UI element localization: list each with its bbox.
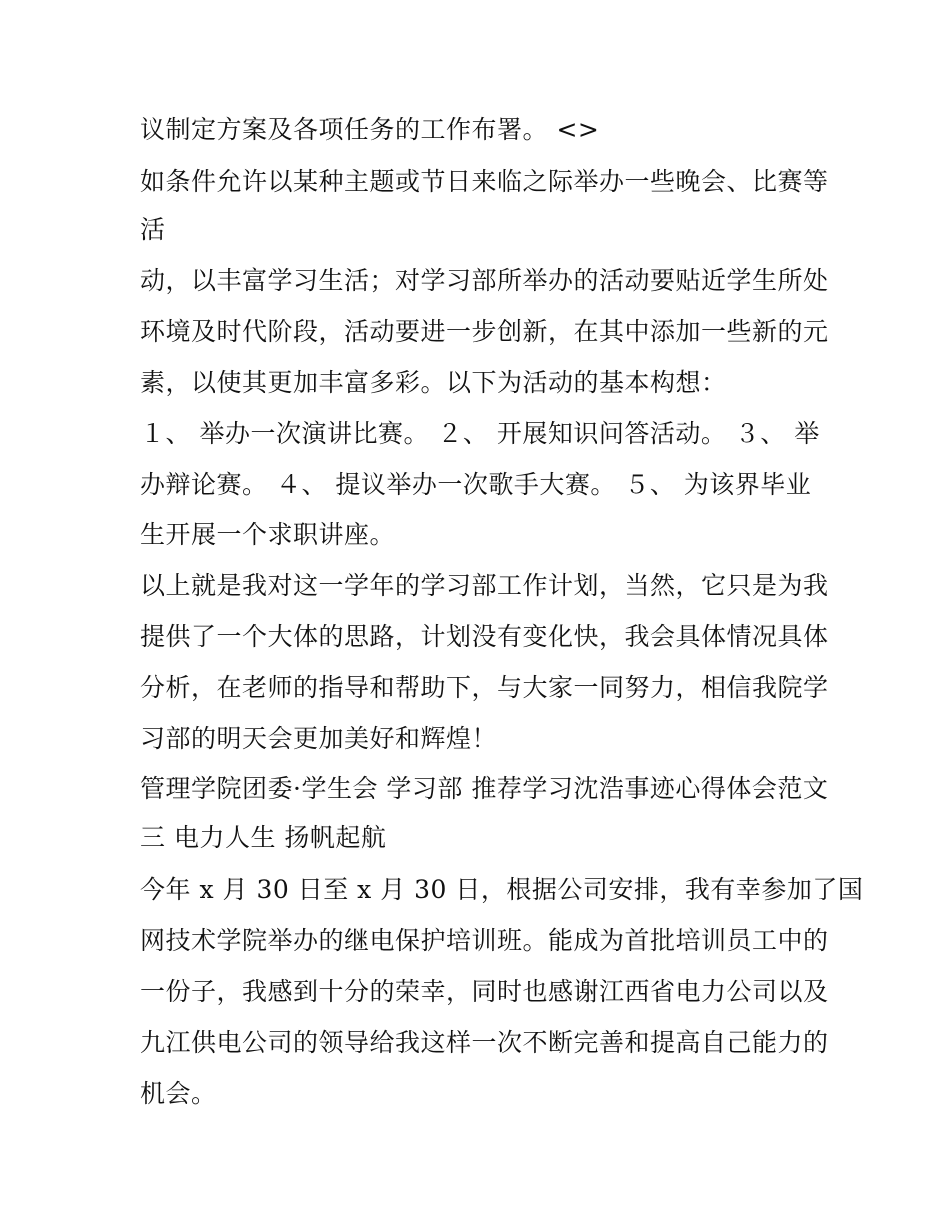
- text-line-6: 素，以使其更加丰富多彩。以下为活动的基本构想：: [140, 368, 727, 397]
- text-line-17: 网技术学院举办的继电保护培训班。能成为首批培训员工中的: [140, 926, 829, 955]
- text-line-7: １、 举办一次演讲比赛。 ２、 开展知识问答活动。 ３、 举: [140, 419, 820, 448]
- text-line-9: 生开展一个求职讲座。: [140, 520, 396, 549]
- text-line-8: 办辩论赛。 ４、 提议举办一次歌手大赛。 ５、 为该界毕业: [140, 470, 812, 499]
- text-line-18: 一份子，我感到十分的荣幸，同时也感谢江西省电力公司以及: [140, 977, 829, 1006]
- text-line-20: 机会。: [140, 1079, 217, 1108]
- text-line-19: 九江供电公司的领导给我这样一次不断完善和提高自己能力的: [140, 1028, 829, 1057]
- text-line-12: 分析，在老师的指导和帮助下，与大家一同努力，相信我院学: [140, 673, 829, 702]
- text-line-13: 习部的明天会更加美好和辉煌！: [140, 724, 498, 753]
- text-line-15: 三 电力人生 扬帆起航: [140, 823, 387, 852]
- text-line-10: 以上就是我对这一学年的学习部工作计划，当然，它只是为我: [140, 571, 829, 600]
- text-line-14: 管理学院团委·学生会 学习部 推荐学习沈浩事迹心得体会范文: [140, 774, 829, 803]
- text-line-11: 提供了一个大体的思路，计划没有变化快，我会具体情况具体: [140, 622, 829, 651]
- text-line-3: 活: [140, 215, 166, 244]
- text-line-4: 动，以丰富学习生活；对学习部所举办的活动要贴近学生所处: [140, 266, 829, 295]
- text-line-1: 议制定方案及各项任务的工作布署。 <>: [140, 115, 600, 144]
- text-line-2: 如条件允许以某种主题或节日来临之际举办一些晚会、比赛等: [140, 167, 829, 196]
- text-line-16: 今年 x 月 30 日至 x 月 30 日，根据公司安排，我有幸参加了国: [140, 875, 864, 904]
- text-line-5: 环境及时代阶段，活动要进一步创新，在其中添加一些新的元: [140, 317, 829, 346]
